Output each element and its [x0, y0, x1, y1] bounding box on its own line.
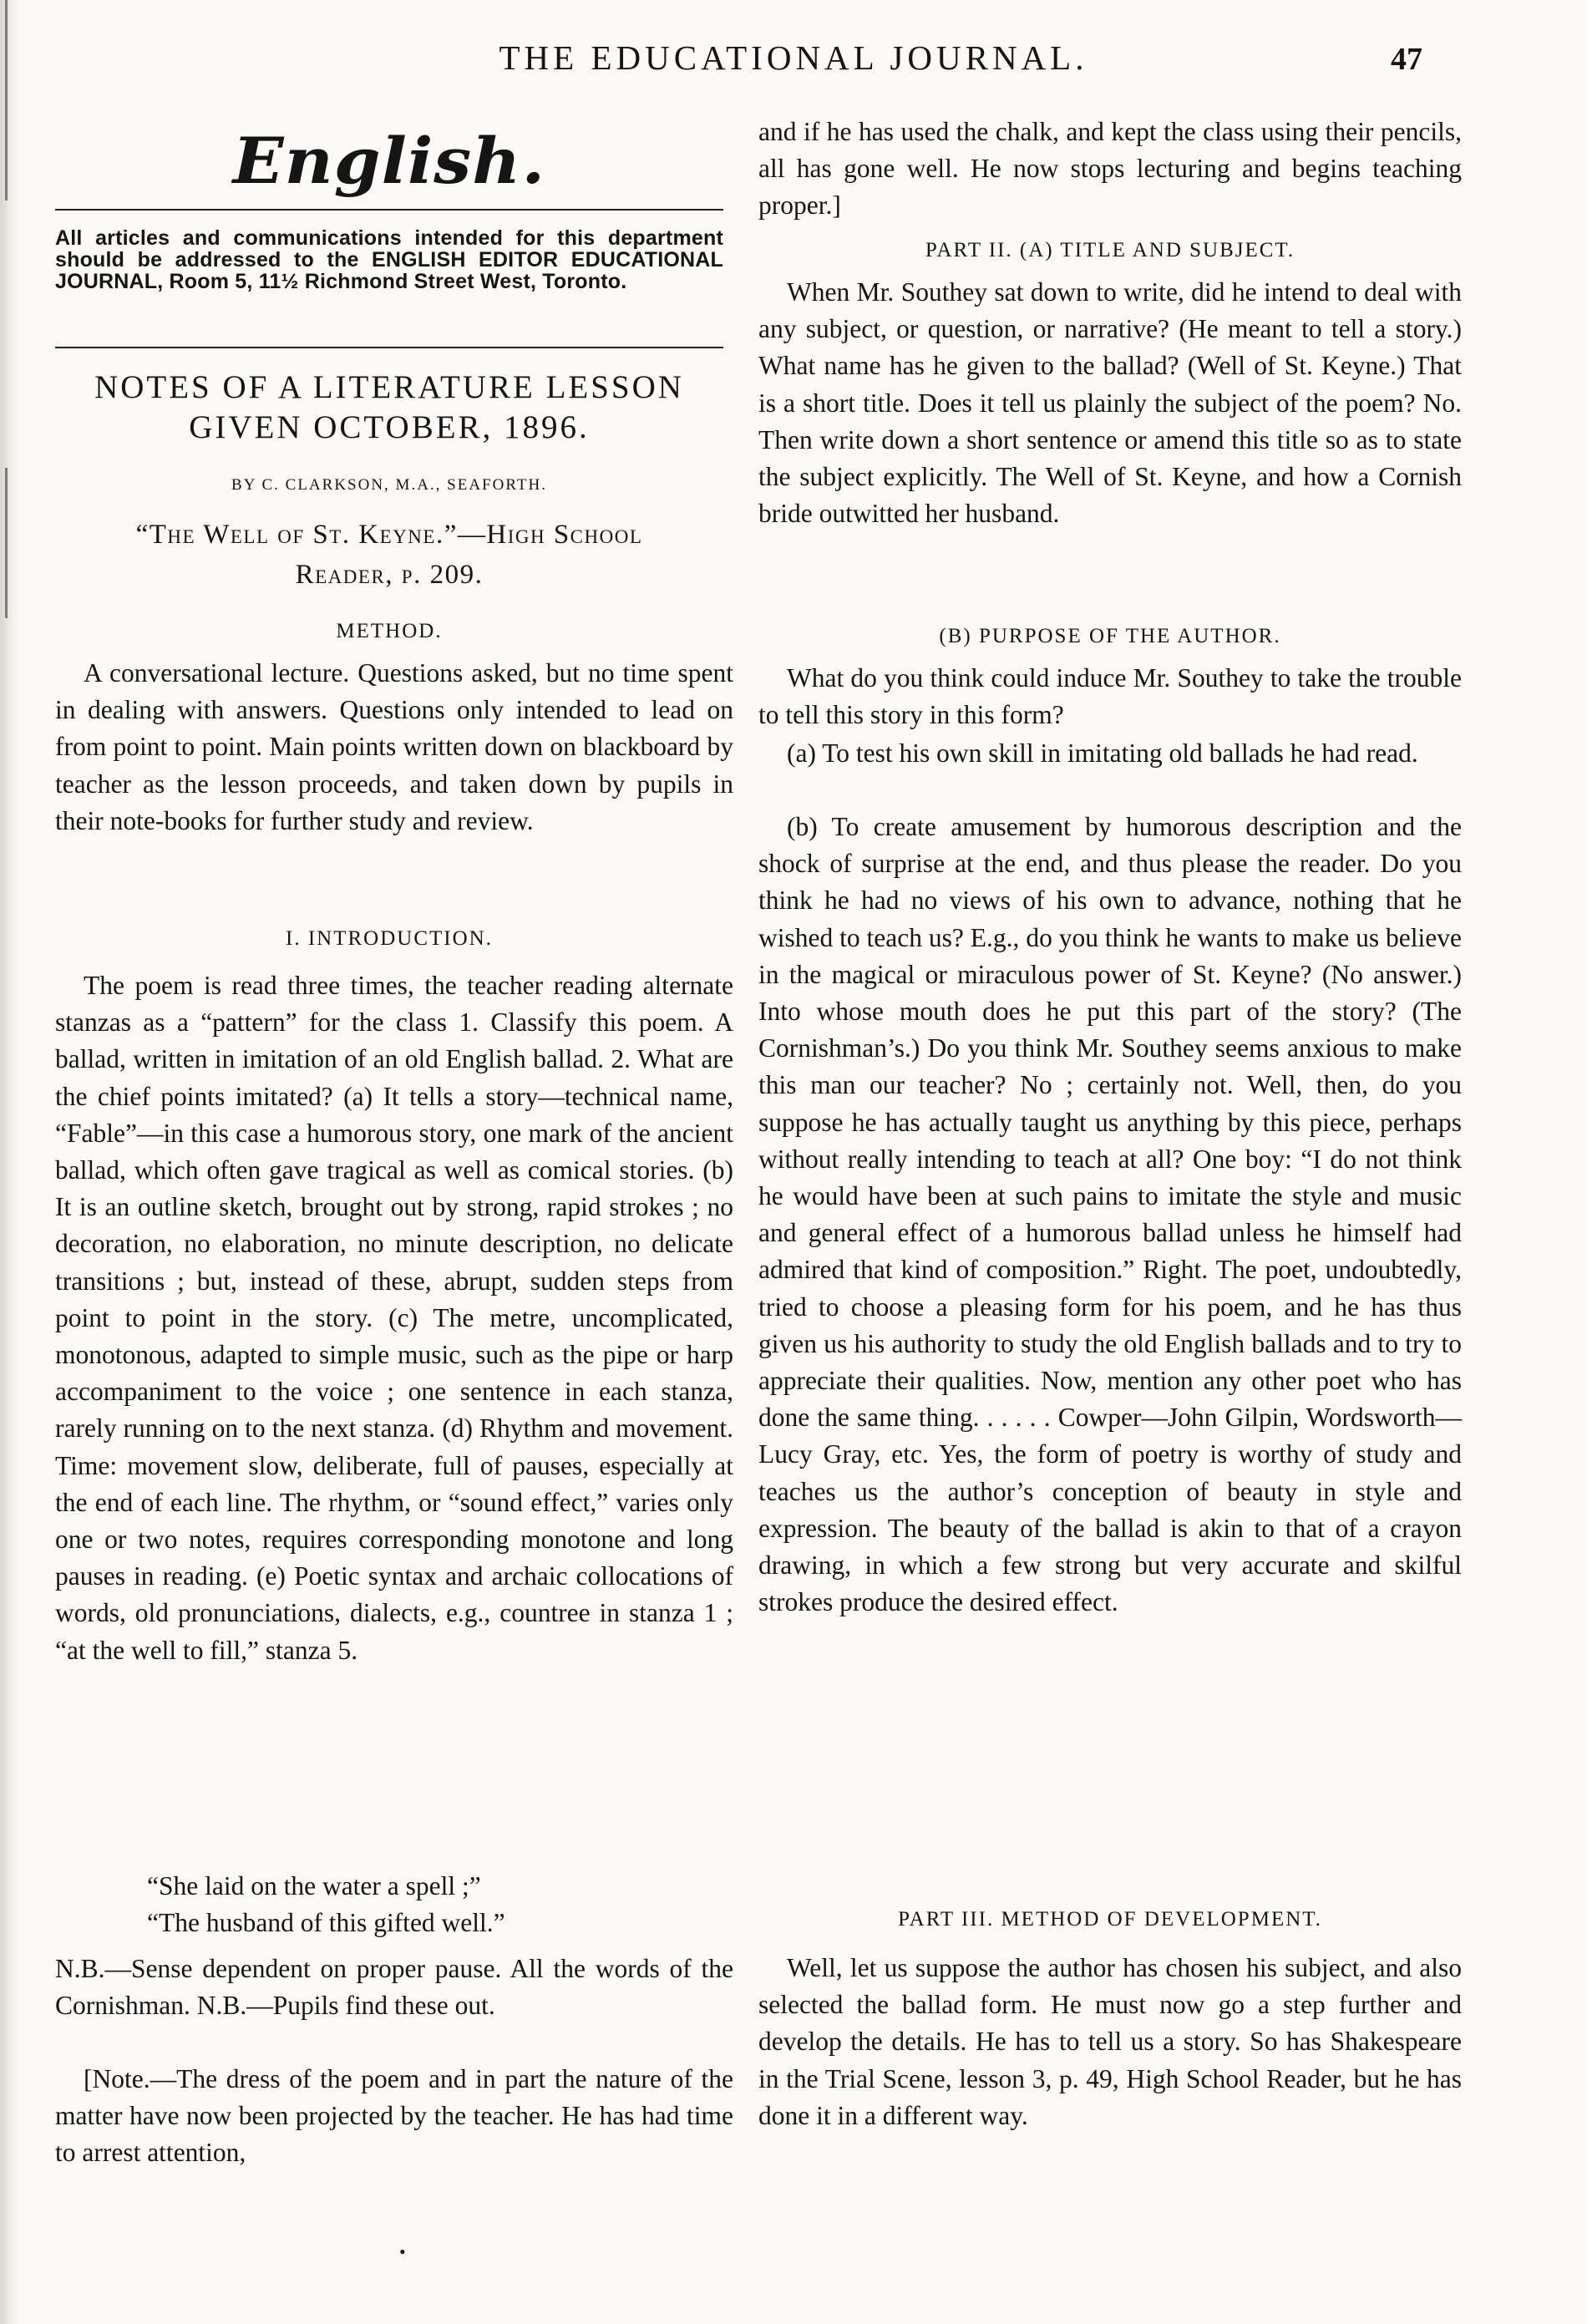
development-paragraph: Well, let us suppose the author has chosen his subject, and also selected the ballad form. He must now go a step further and develop the details. He has to tell us a story. So has Shakespeare in the Trial Scene, lesson 3, p. 49, High School Reader, but he has done it in a different way.	[758, 1953, 1462, 2130]
footer-dot-ornament: •	[399, 2241, 406, 2262]
article-title-line: NOTES OF A LITERATURE LESSON	[94, 369, 684, 405]
purpose-item-b: (b) To create amusement by humorous description and the shock of surprise at the end, and thus please the reader. Do you think he had no views of his own to advance, nothing that he wished to teach us? E.g., do you think he wants to make us believe in the magical or miraculous power of St. Keyne? (No answer.) Into whose mouth does he put this part of the story? (The Cornishman’s.) Do you think Mr. Southey seems anxious to make this man our teacher? No ; certainly not. Well, then, do you suppose he has actually taught us anything by this piece, perhaps without really intending to teach at all? One boy: “I do not think he would have been at such pains to imitate the style and music and general effect of a humorous ballad unless he himself had admired that kind of composition.” Right. The poet, undoubtedly, tried to choose a pleasing form for his poem, and he has thus given us his authority to study the old English ballads and to try to appreciate their qualities. Now, mention any other poet who has done the same thing. . . . . . Cowper—John Gilpin, Wordsworth—Lucy Gray, etc. Yes, the form of poetry is worthy of study and teaches us the author’s conception of beauty in style and expression. The beauty of the ballad is akin to that of a crayon drawing, in which a few strong but very accurate and skilful strokes produce the desired effect.	[758, 812, 1462, 1617]
article-source	[55, 515, 723, 595]
edge-shadow-mark	[5, 468, 8, 618]
verse-line: “She laid on the water a spell ;”	[147, 1871, 481, 1900]
verse-line: “The husband of this gifted well.”	[147, 1908, 505, 1937]
article-byline: BY C. CLARKSON, M.A., SEAFORTH.	[231, 476, 547, 494]
article-source-line: Reader, p. 209.	[295, 560, 484, 590]
method-paragraph: A conversational lecture. Questions asked, but no time spent in dealing with answers. Questions only intended to lead on from point to point. Main points written down on blackboard by teacher as the lesson proceeds, and taken down by pupils in their note-books for further study and review.	[55, 658, 733, 835]
verse-quote	[55, 1868, 849, 1941]
section-heading-development: PART III. METHOD OF DEVELOPMENT.	[898, 1908, 1322, 1931]
section-heading-method: METHOD.	[336, 620, 443, 642]
divider	[55, 209, 723, 211]
divider	[55, 347, 723, 348]
purpose-item-a: (a) To test his own skill in imitating old ballads he had read.	[787, 738, 1418, 768]
purpose-intro-paragraph: What do you think could induce Mr. Southey to take the trouble to tell this story in this form?	[758, 663, 1462, 730]
section-heading-introduction: I. INTRODUCTION.	[286, 927, 493, 950]
introduction-paragraph: The poem is read three times, the teacher reading alternate stanzas as a “pattern” for the class 1. Classify this poem. A ballad, written in imitation of an old English ballad. 2. What are the chief points imitated? (a) It tells a story—technical name, “Fable”—in this case a humorous story, one mark of the ancient ballad, which often gave tragical as well as comical stories. (b) It is an outline sketch, brought out by strong, rapid strokes ; no decoration, no elaboration, no minute description, no delicate transitions ; but, instead of these, abrupt, sudden steps from point to point in the story. (c) The metre, uncomplicated, monotonous, adapted to simple music, such as the pipe or harp accompaniment to the voice ; one sentence in each stanza, rarely running on to the next stanza. (d) Rhythm and movement. Time: movement slow, deliberate, full of pauses, especially at the end of each line. The rhythm, or “sound effect,” varies only one or two notes, requires corresponding monotone and long pauses in reading. (e) Poetic syntax and archaic collocations of words, old pronunciations, dialects, e.g., countree in stanza 1 ; “at the well to fill,” stanza 5.	[55, 971, 733, 1665]
department-notice: All articles and communications intended for this department should be addressed to the ENGLISH EDITOR EDUCATIONAL JOURNAL, Room 5, 11½ Richmond Street West, Toronto.	[55, 226, 723, 293]
article-title-line: GIVEN OCTOBER, 1896.	[189, 409, 590, 445]
teacher-note-paragraph: [Note.—The dress of the poem and in part the nature of the matter have now been projected by the teacher. He has had time to arrest attention,	[55, 2064, 733, 2168]
article-source-line: “The Well of St. Keyne.”—High School	[135, 520, 643, 550]
running-head: THE EDUCATIONAL JOURNAL.	[499, 38, 1088, 77]
section-heading-title-subject: PART II. (A) TITLE AND SUBJECT.	[925, 239, 1295, 261]
edge-shadow-mark	[5, 0, 8, 200]
note-continued-paragraph: and if he has used the chalk, and kept the class using their pencils, all has gone well. He now stops lecturing and begins teaching proper.]	[758, 117, 1462, 221]
page-number: 47	[1391, 42, 1422, 77]
section-heading-purpose: (B) PURPOSE OF THE AUTHOR.	[939, 625, 1281, 647]
nb-paragraph: N.B.—Sense dependent on proper pause. All the words of the Cornishman. N.B.—Pupils find these out.	[55, 1954, 733, 2021]
article-title	[55, 368, 723, 448]
page-binding-edge	[0, 0, 22, 2324]
department-title: English.	[232, 124, 546, 198]
title-subject-paragraph: When Mr. Southey sat down to write, did he intend to deal with any subject, or question, or narrative? (He meant to tell a story.) What name has he given to the ballad? (Well of St. Keyne.) That is a short title. Does it tell us plainly the subject of the poem? No. Then write down a short sentence or amend this title so as to state the subject explicitly. The Well of St. Keyne, and how a Cornish bride outwitted her husband.	[758, 277, 1462, 529]
